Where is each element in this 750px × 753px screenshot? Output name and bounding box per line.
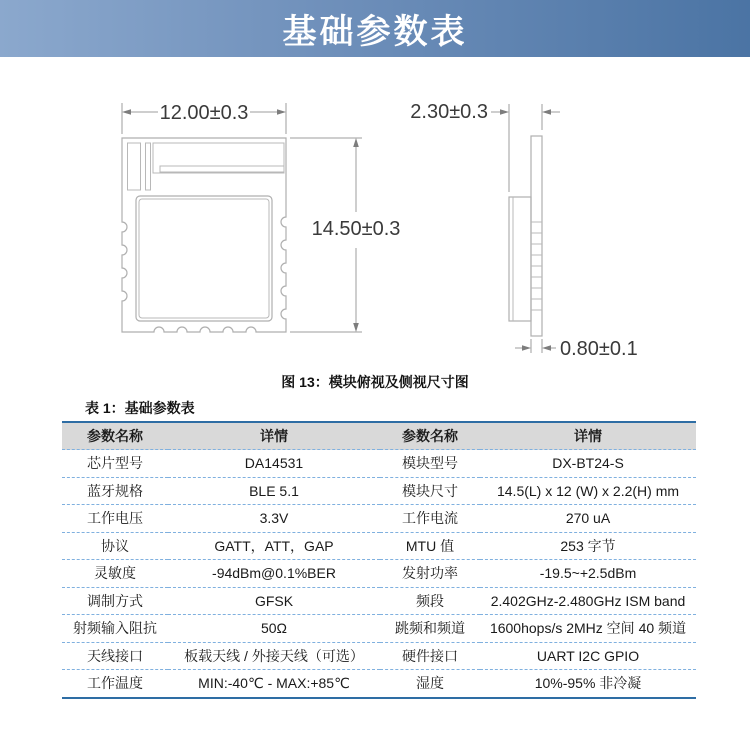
param-name-cell: 芯片型号 [62, 450, 168, 478]
table-row [62, 505, 696, 533]
pcb-dim-arrow-left [522, 345, 531, 351]
module-top-view-outline [122, 138, 286, 332]
param-name-cell: 发射功率 [380, 560, 480, 588]
width-dim-label: 12.00±0.3 [159, 102, 249, 124]
param-value-cell: 253 字节 [480, 532, 696, 560]
page-title: 基础参数表 [282, 13, 468, 51]
param-name-cell: 工作电压 [62, 505, 168, 533]
param-name-cell: 频段 [380, 587, 480, 615]
param-name-cell: 模块尺寸 [380, 477, 480, 505]
param-value-cell: DA14531 [168, 450, 380, 478]
param-value-cell: MIN:-40℃ - MAX:+85℃ [198, 674, 350, 691]
param-value-cell: BLE 5.1 [168, 477, 380, 505]
param-value-cell: 14.5(L) x 12 (W) x 2.2(H) mm [480, 477, 696, 505]
shield-can-inner [139, 199, 269, 318]
thickness-dim-label: 2.30±0.3 [410, 101, 488, 123]
antenna-stub [146, 143, 151, 190]
param-value-cell: -19.5~+2.5dBm [480, 560, 696, 588]
param-name-cell: 灵敏度 [62, 560, 168, 588]
param-value-cell: GFSK [168, 587, 380, 615]
antenna-trace-outer [153, 143, 284, 173]
param-value-cell: 3.3V [168, 505, 380, 533]
table-row [62, 477, 696, 505]
side-view-pad-lines [531, 222, 542, 310]
shield-can-outer [136, 196, 272, 321]
param-name-cell: 湿度 [416, 675, 444, 692]
param-name-cell: 工作温度 [87, 675, 143, 692]
param-name-cell: 工作电流 [380, 505, 480, 533]
thickness-dim-arrow-left [500, 109, 509, 115]
figure-caption: 图 13：模块俯视及侧视尺寸图 [281, 374, 469, 390]
height-dim-arrow-top [353, 138, 359, 147]
table-row [62, 615, 696, 643]
height-dim-label: 14.50±0.3 [311, 218, 401, 240]
header-param-name-1: 参数名称 [62, 422, 168, 450]
pcb-dim-label: 0.80±0.1 [560, 338, 638, 360]
table-row [62, 450, 696, 478]
width-dim-arrow-right [277, 109, 286, 115]
thickness-dim-arrow-right [542, 109, 551, 115]
table-title: 表 1：基础参数表 [85, 400, 195, 416]
dimension-figure [0, 57, 750, 370]
param-value-cell: -94dBm@0.1%BER [168, 560, 380, 588]
param-value-cell: 50Ω [168, 615, 380, 643]
param-value-cell: GATT，ATT，GAP [168, 532, 380, 560]
pcb-dim-arrow-right [542, 345, 551, 351]
param-name-cell: 射频输入阻抗 [62, 615, 168, 643]
table-row [62, 587, 696, 615]
param-name-cell: 模块型号 [380, 450, 480, 478]
header-banner [0, 0, 750, 57]
param-name-cell: MTU 值 [380, 532, 480, 560]
param-name-cell: 天线接口 [62, 642, 168, 670]
header-detail-1: 详情 [168, 422, 380, 450]
param-value-cell: 2.402GHz-2.480GHz ISM band [480, 587, 696, 615]
table-row [62, 642, 696, 670]
table-row [62, 532, 696, 560]
pcb-dim-extension-lines [531, 339, 542, 353]
thickness-dim-extension-lines [509, 104, 542, 192]
param-name-cell: 跳频和频道 [380, 615, 480, 643]
table-row [62, 560, 696, 588]
param-name-cell: 硬件接口 [380, 642, 480, 670]
param-value-cell: DX-BT24-S [480, 450, 696, 478]
basic-params-table [62, 421, 696, 699]
height-dim-arrow-bottom [353, 323, 359, 332]
antenna-trace-slot [160, 166, 284, 172]
param-value-cell: 10%-95% 非冷凝 [534, 675, 642, 692]
param-value-cell: 1600hops/s 2MHz 空间 40 频道 [480, 615, 696, 643]
param-value-cell: 板载天线 / 外接天线（可选） [168, 642, 380, 670]
width-dim-arrow-left [122, 109, 131, 115]
table-row [62, 670, 696, 698]
param-name-cell: 调制方式 [62, 587, 168, 615]
param-name-cell: 协议 [62, 532, 168, 560]
side-view-shield [509, 197, 531, 321]
table-header-row [62, 422, 696, 450]
param-value-cell: 270 uA [480, 505, 696, 533]
header-param-name-2: 参数名称 [380, 422, 480, 450]
param-value-cell: UART I2C GPIO [480, 642, 696, 670]
header-detail-2: 详情 [480, 422, 696, 450]
module-side-view-pcb [531, 136, 542, 336]
antenna-pad-left [128, 143, 141, 190]
param-name-cell: 蓝牙规格 [62, 477, 168, 505]
